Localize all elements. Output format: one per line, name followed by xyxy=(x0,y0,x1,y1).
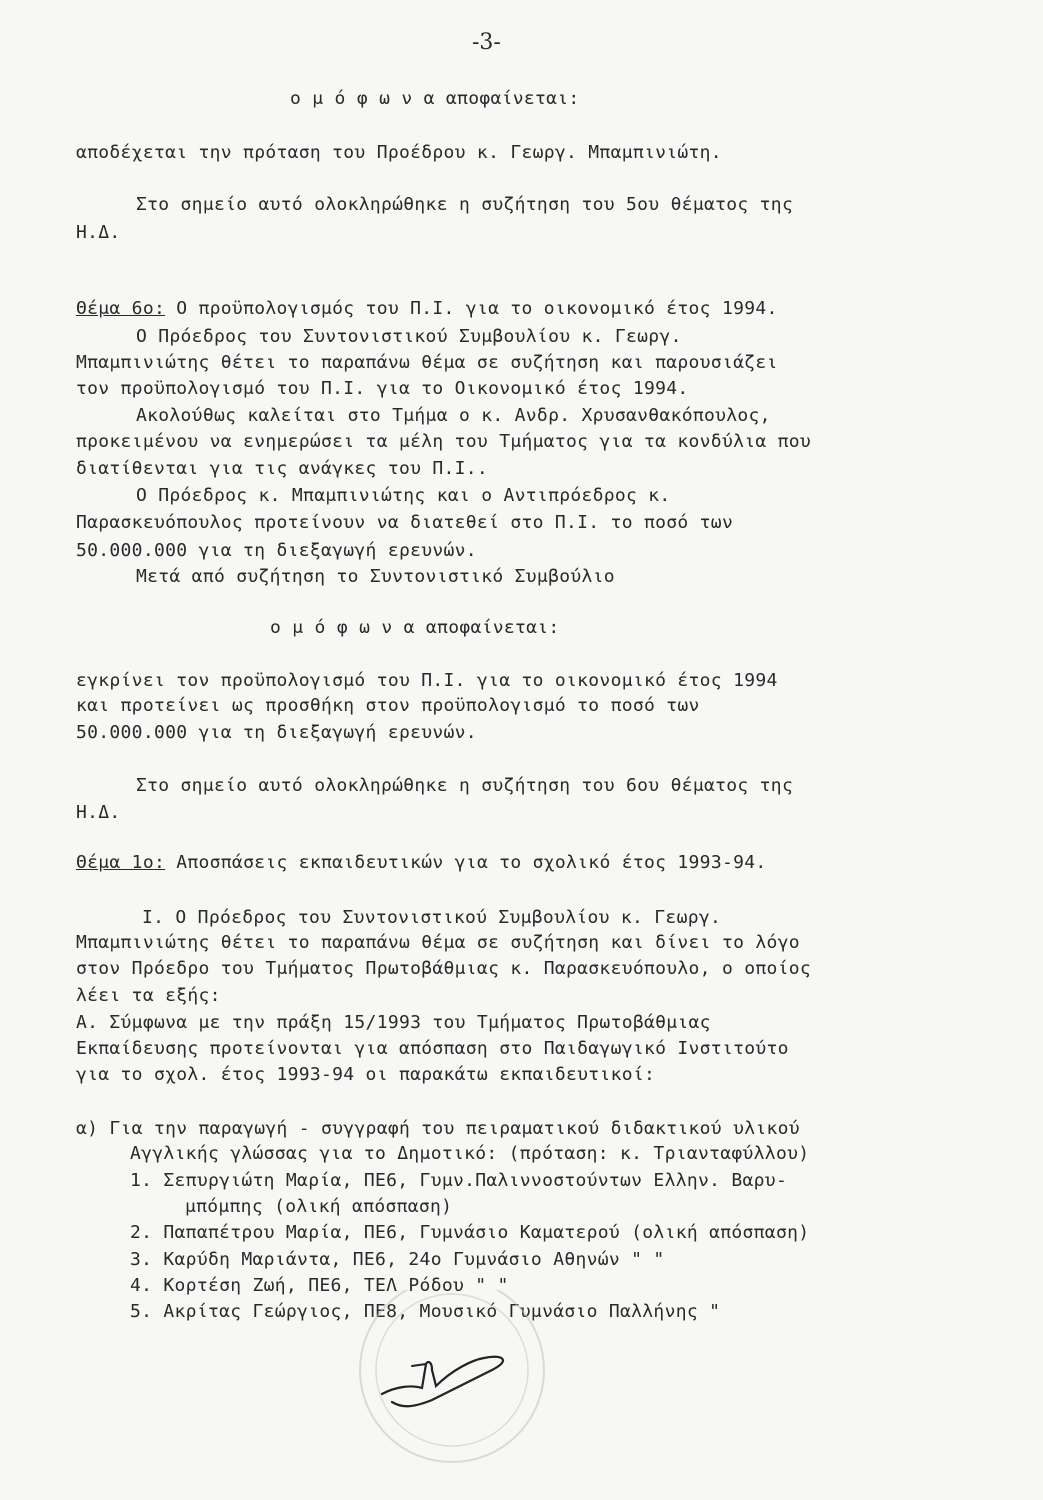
section-title: Αποσπάσεις εκπαιδευτικών για το σχολικό έτος 1993-94. xyxy=(165,852,767,873)
text-line: 1. Σεπυργιώτη Μαρία, ΠΕ6, Γυμν.Παλιννοστούντων Ελλην. Βαρυ- xyxy=(130,1170,788,1191)
signature xyxy=(382,1357,503,1407)
text-line: για το σχολ. έτος 1993-94 οι παρακάτω εκπαιδευτικοί: xyxy=(76,1064,656,1085)
section-heading-6 xyxy=(76,298,942,320)
text-line: και προτείνει ως προσθήκη στον προϋπολογισμό το ποσό των xyxy=(76,695,700,716)
text-line: 50.000.000 για τη διεξαγωγή ερευνών. xyxy=(76,540,477,561)
text-line: Ο Πρόεδρος κ. Μπαμπινιώτης και ο Αντιπρόεδρος κ. xyxy=(136,485,671,506)
text-line: προκειμένου να ενημερώσει τα μέλη του Τμήματος για τα κονδύλια που xyxy=(76,431,812,452)
text-line: ο μ ό φ ω ν α αποφαίνεται: xyxy=(290,88,580,109)
text-line: Μπαμπινιώτης θέτει το παραπάνω θέμα σε συζήτηση και δίνει το λόγο xyxy=(76,932,800,953)
text-line: Αγγλικής γλώσσας για το Δημοτικό: (πρόταση: κ. Τριανταφύλλου) xyxy=(130,1143,810,1164)
page-number: -3- xyxy=(472,30,501,55)
text-line: Ο Πρόεδρος του Συντονιστικού Συμβουλίου κ. Γεωργ. xyxy=(136,326,682,347)
text-line: διατίθενται για τις ανάγκες του Π.Ι.. xyxy=(76,458,489,479)
text-line: Μετά από συζήτηση το Συντονιστικό Συμβούλιο xyxy=(136,566,615,587)
text-line: 5. Ακρίτας Γεώργιος, ΠΕ8, Μουσικό Γυμνάσιο Παλλήνης " xyxy=(130,1301,721,1322)
text-line: Εκπαίδευσης προτείνονται για απόσπαση στο Παιδαγωγικό Ινστιτούτο xyxy=(76,1038,789,1059)
text-line: Ακολούθως καλείται στο Τμήμα ο κ. Ανδρ. Χρυσανθακόπουλος, xyxy=(136,405,771,426)
text-line: μπόμπης (ολική απόσπαση) xyxy=(185,1196,453,1217)
text-line: 2. Παπαπέτρου Μαρία, ΠΕ6, Γυμνάσιο Καματερού (ολική απόσπαση) xyxy=(130,1222,810,1243)
text-line: τον προϋπολογισμό του Π.Ι. για το Οικονομικό έτος 1994. xyxy=(76,378,689,399)
text-line: Στο σημείο αυτό ολοκληρώθηκε η συζήτηση του 6ου θέματος της xyxy=(136,775,794,796)
text-line: αποδέχεται την πρόταση του Προέδρου κ. Γεωργ. Μπαμπινιώτη. xyxy=(76,142,722,163)
text-line: Μπαμπινιώτης θέτει το παραπάνω θέμα σε συζήτηση και παρουσιάζει xyxy=(76,352,778,373)
section-label: Θέμα 6ο: xyxy=(76,298,166,319)
text-line: Παρασκευόπουλος προτείνουν να διατεθεί στο Π.Ι. το ποσό των xyxy=(76,512,734,533)
text-line: εγκρίνει τον προϋπολογισμό του Π.Ι. για το οικονομικό έτος 1994 xyxy=(76,670,778,691)
text-line: στον Πρόεδρο του Τμήματος Πρωτοβάθμιας κ. Παρασκευόπουλο, ο οποίος xyxy=(76,958,812,979)
text-line: 4. Κορτέση Ζωή, ΠΕ6, ΤΕΛ Ρόδου " " xyxy=(130,1275,509,1296)
text-line: 50.000.000 για τη διεξαγωγή ερευνών. xyxy=(76,722,477,743)
text-line: Α. Σύμφωνα με την πράξη 15/1993 του Τμήματος Πρωτοβάθμιας xyxy=(76,1012,711,1033)
section-heading-1 xyxy=(76,852,942,874)
text-line: Στο σημείο αυτό ολοκληρώθηκε η συζήτηση του 5ου θέματος της xyxy=(136,194,794,215)
section-label: Θέμα 1ο: xyxy=(76,852,166,873)
text-line: ο μ ό φ ω ν α αποφαίνεται: xyxy=(270,617,560,638)
text-line: Ι. Ο Πρόεδρος του Συντονιστικού Συμβουλίου κ. Γεωργ. xyxy=(142,907,722,928)
section-title: Ο προϋπολογισμός του Π.Ι. για το οικονομικό έτος 1994. xyxy=(165,298,778,319)
official-seal xyxy=(352,1290,582,1490)
text-line: λέει τα εξής: xyxy=(76,985,221,1006)
text-line: 3. Καρύδη Μαριάντα, ΠΕ6, 24ο Γυμνάσιο Αθηνών " " xyxy=(130,1249,665,1270)
text-line: α) Για την παραγωγή - συγγραφή του πειραματικού διδακτικού υλικού xyxy=(76,1118,800,1139)
text-line: Η.Δ. xyxy=(76,802,121,823)
text-line: Η.Δ. xyxy=(76,222,121,243)
